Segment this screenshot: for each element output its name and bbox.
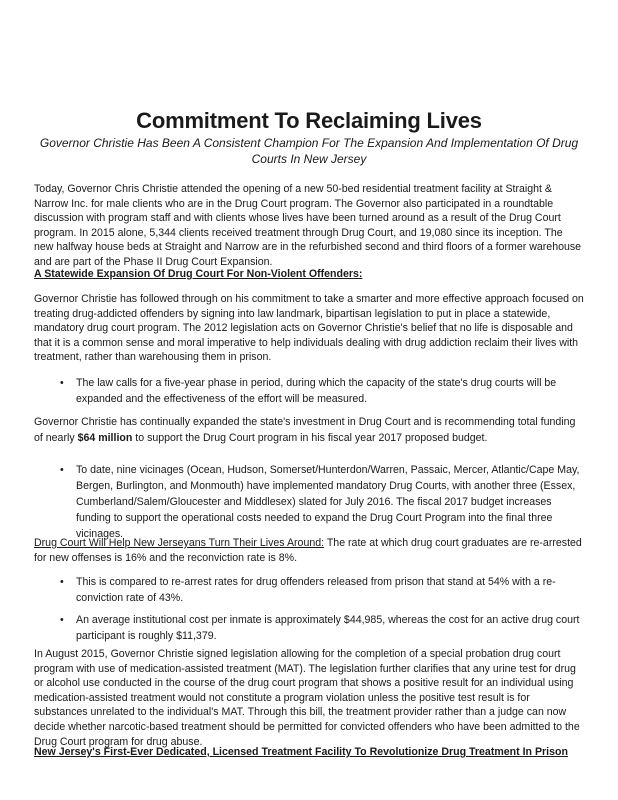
section-heading-expansion: A Statewide Expansion Of Drug Court For Non-Violent Offenders: <box>34 268 363 280</box>
rearrest-text: The rate at which drug court graduates are re-arrested for new offenses is 16% and the reconviction rate is 8%. <box>34 537 582 564</box>
page-subtitle: Governor Christie Has Been A Consistent Champion For The Expansion And Implementation Of Drug Courts In New Jersey <box>39 136 579 166</box>
rearrest-paragraph <box>34 536 584 565</box>
section-heading-treatment-facility: New Jersey's First-Ever Dedicated, Licensed Treatment Facility To Revolutionize Drug Treatment In Prison <box>34 746 568 758</box>
funding-text: Governor Christie has continually expanded the state's investment in Drug Court and is recommending total funding of nearly <box>34 416 576 444</box>
intro-paragraph: Today, Governor Chris Christie attended the opening of a new 50-bed residential treatment facility at Straight & Narrow Inc. for male clients who are in the Drug Court program. The Governor also participated in a roundtable discussion with program staff and with clients whose lives have been turned around as a result of the Drug Court program. In 2015 alone, 5,344 clients received treatment through Drug Court, and 19,080 since its inception. The new halfway house beds at Straight and Narrow are in the refurbished second and third floors of a former warehouse and are part of the Phase II Drug Court Expansion. <box>34 183 582 268</box>
bullet-phase-in <box>60 375 581 407</box>
bullet-text: This is compared to re-arrest rates for drug offenders released from prison that stand at 54% with a re-conviction rate of 43%. <box>76 576 556 604</box>
bullet-cost <box>60 612 581 644</box>
expansion-paragraph: Governor Christie has followed through on his commitment to take a smarter and more effective approach focused on treating drug-addicted offenders by signing into law landmark, bipartisan legislation to put in place a statewide, mandatory drug court program. The 2012 legislation acts on Governor Christie's belief that no life is disposable and that it is a common sense and moral imperative to help individuals dealing with drug addiction reclaim their lives with treatment, rather than warehousing them in prison. <box>34 293 584 364</box>
bullet-comparison <box>60 574 581 606</box>
bullet-text: The law calls for a five-year phase in period, during which the capacity of the state's drug courts will be expanded and the effectiveness of the effort will be measured. <box>76 377 557 405</box>
bullet-text: An average institutional cost per inmate is approximately $44,985, whereas the cost for an active drug court participant is roughly $11,379. <box>76 614 580 642</box>
bullet-text: To date, nine vicinages (Ocean, Hudson, Somerset/Hunterdon/Warren, Passaic, Mercer, Atlantic/Cape May, Bergen, Burlington, and Monmouth) have implemented mandatory Drug Courts, with another three (Essex, Cumberland/Salem/Gloucester and Middlesex) slated for July 2016. The fiscal 2017 budget increases funding to support the operational costs needed to expand the Drug Court Program into the final three vicinages. <box>76 464 580 540</box>
mat-paragraph: In August 2015, Governor Christie signed legislation allowing for the completion of a special probation drug court program with use of medication-assisted treatment (MAT). The legislation further clarifies that any urine test for drug or alcohol use conducted in the course of the drug court program that shows a positive result for an individual using medication-assisted treatment would not constitute a program violation unless the positive test result is for substances unrelated to the individual's MAT. Through this bill, the treatment provider rather than a judge can now decide whether narcotic-based treatment should be permitted for convicted offenders who have been admitted to the Drug Court program for drug abuse. <box>34 648 580 748</box>
section-heading-turn-lives: Drug Court Will Help New Jerseyans Turn Their Lives Around: <box>34 537 325 549</box>
funding-text-end: to support the Drug Court program in his fiscal year 2017 proposed budget. <box>132 432 488 444</box>
bullet-dot-icon: • <box>60 614 64 626</box>
funding-amount: $64 million <box>77 432 133 444</box>
bullet-vicinages <box>60 462 581 542</box>
funding-paragraph <box>34 414 584 446</box>
page-title: Commitment To Reclaiming Lives <box>136 108 482 133</box>
bullet-dot-icon: • <box>60 576 64 588</box>
bullet-dot-icon: • <box>60 377 64 389</box>
bullet-dot-icon: • <box>60 464 64 476</box>
